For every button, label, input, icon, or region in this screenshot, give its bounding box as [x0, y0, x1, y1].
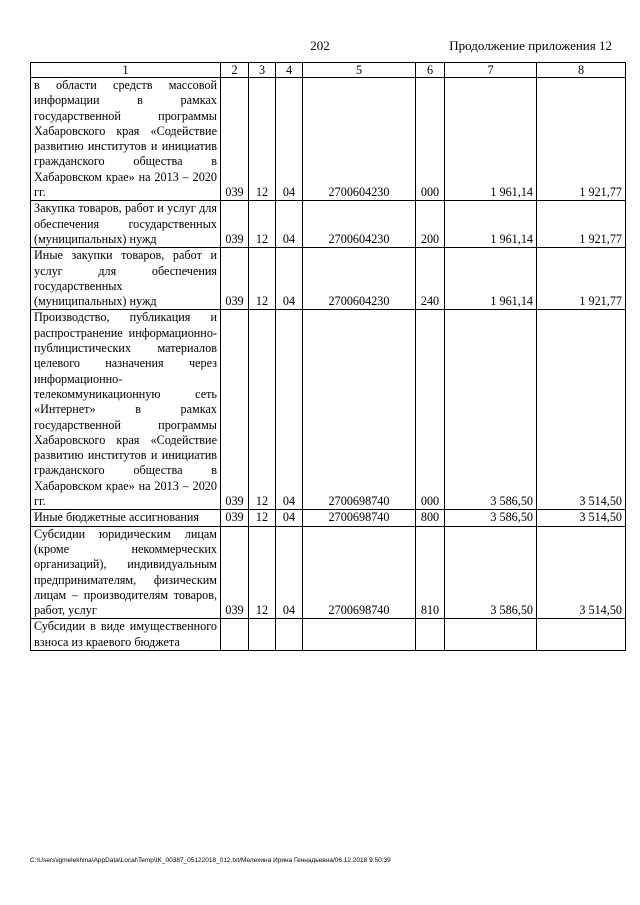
table-header-row: [31, 63, 626, 78]
expense-type-cell: [416, 619, 445, 651]
subsection-cell: 04: [276, 310, 303, 510]
section-cell: 12: [249, 248, 276, 310]
ministry-code-cell: 039: [221, 310, 249, 510]
item-name-cell: Субсидии юридическим лицам (кроме некоммерческих организаций), индивидуальным предпринимателям, физическим лицам – производителям товаров, работ, услуг: [31, 526, 221, 619]
target-item-cell: 2700604230: [303, 78, 416, 201]
appendix-label: Продолжение приложения 12: [449, 38, 612, 53]
subsection-cell: 04: [276, 510, 303, 526]
column-header-1: 1: [31, 63, 221, 78]
item-name-cell: Иные бюджетные ассигнования: [31, 510, 221, 526]
executed-amount-cell: 1 921,77: [537, 248, 626, 310]
column-header-4: 4: [276, 63, 303, 78]
section-cell: [249, 619, 276, 651]
column-header-5: 5: [303, 63, 416, 78]
executed-amount-cell: [537, 619, 626, 651]
budget-table: [30, 62, 626, 651]
column-header-3: 3: [249, 63, 276, 78]
target-item-cell: 2700698740: [303, 510, 416, 526]
column-header-8: 8: [537, 63, 626, 78]
amount-cell: 1 961,14: [445, 201, 537, 248]
ministry-code-cell: 039: [221, 526, 249, 619]
expense-type-cell: 000: [416, 310, 445, 510]
column-header-7: 7: [445, 63, 537, 78]
table-row: [31, 248, 626, 310]
section-cell: 12: [249, 510, 276, 526]
executed-amount-cell: 3 514,50: [537, 510, 626, 526]
file-path-footer: C:\Users\igmelekhina\AppData\Local\Temp\IK_00387_05122018_012.txt/Мелехина Ирина Геннадьевна/06.12.2018 9:50:39: [30, 857, 391, 864]
table-row: [31, 526, 626, 619]
amount-cell: [445, 619, 537, 651]
item-name-cell: Иные закупки товаров, работ и услуг для обеспечения государственных (муниципальных) нужд: [31, 248, 221, 310]
ministry-code-cell: [221, 619, 249, 651]
target-item-cell: 2700698740: [303, 310, 416, 510]
table-row: [31, 619, 626, 651]
expense-type-cell: 240: [416, 248, 445, 310]
page-number: 202: [310, 38, 330, 53]
table-row: [31, 310, 626, 510]
amount-cell: 3 586,50: [445, 510, 537, 526]
subsection-cell: 04: [276, 201, 303, 248]
executed-amount-cell: 3 514,50: [537, 526, 626, 619]
expense-type-cell: 200: [416, 201, 445, 248]
section-cell: 12: [249, 310, 276, 510]
executed-amount-cell: 1 921,77: [537, 201, 626, 248]
table-row: [31, 78, 626, 201]
ministry-code-cell: 039: [221, 201, 249, 248]
amount-cell: 3 586,50: [445, 310, 537, 510]
executed-amount-cell: 1 921,77: [537, 78, 626, 201]
target-item-cell: 2700698740: [303, 526, 416, 619]
expense-type-cell: 800: [416, 510, 445, 526]
ministry-code-cell: 039: [221, 248, 249, 310]
column-header-6: 6: [416, 63, 445, 78]
table-row: [31, 201, 626, 248]
table-row: [31, 510, 626, 526]
expense-type-cell: 810: [416, 526, 445, 619]
amount-cell: 1 961,14: [445, 78, 537, 201]
subsection-cell: [276, 619, 303, 651]
target-item-cell: 2700604230: [303, 248, 416, 310]
item-name-cell: Закупка товаров, работ и услуг для обеспечения государственных (муниципальных) нужд: [31, 201, 221, 248]
target-item-cell: [303, 619, 416, 651]
ministry-code-cell: 039: [221, 78, 249, 201]
expense-type-cell: 000: [416, 78, 445, 201]
section-cell: 12: [249, 526, 276, 619]
item-name-cell: Субсидии в виде имущественного взноса из краевого бюджета: [31, 619, 221, 651]
section-cell: 12: [249, 78, 276, 201]
column-header-2: 2: [221, 63, 249, 78]
subsection-cell: 04: [276, 78, 303, 201]
amount-cell: 1 961,14: [445, 248, 537, 310]
ministry-code-cell: 039: [221, 510, 249, 526]
executed-amount-cell: 3 514,50: [537, 310, 626, 510]
subsection-cell: 04: [276, 526, 303, 619]
section-cell: 12: [249, 201, 276, 248]
target-item-cell: 2700604230: [303, 201, 416, 248]
item-name-cell: в области средств массовой информации в рамках государственной программы Хабаровского края «Содействие развитию институтов и инициатив гражданского общества в Хабаровском крае» на 2013 – 2020 гг.: [31, 78, 221, 201]
amount-cell: 3 586,50: [445, 526, 537, 619]
subsection-cell: 04: [276, 248, 303, 310]
item-name-cell: Производство, публикация и распространение информационно-публицистических материалов целевого назначения через информационно-телекоммуникационную сеть «Интернет» в рамках государственной программы Хабаровского края «Содействие развитию институтов и инициатив гражданского общества в Хабаровском крае» на 2013 – 2020 гг.: [31, 310, 221, 510]
